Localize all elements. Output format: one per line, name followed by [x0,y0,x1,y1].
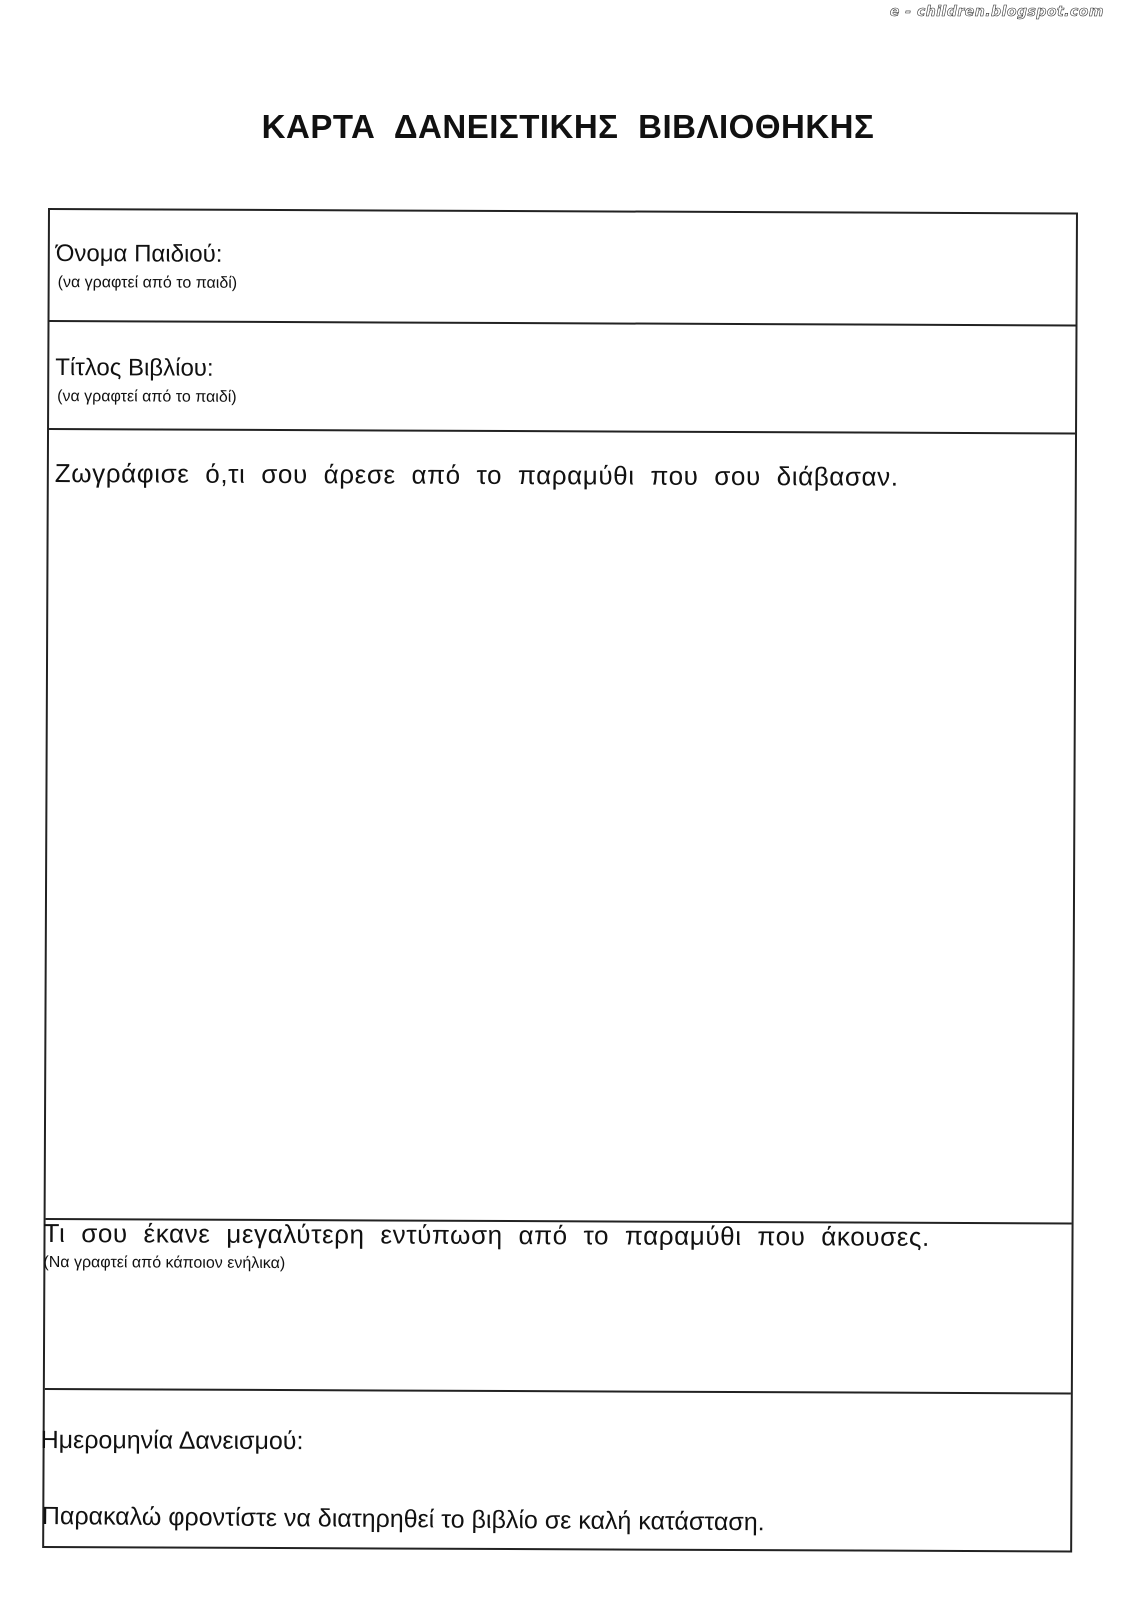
drawing-prompt: Ζωγράφισε ό,τι σου άρεσε από το παραμύθι που σου διάβασαν. [54,458,899,492]
child-name-label: Όνομα Παιδιού: [55,240,223,268]
book-title-hint: (να γραφτεί από το παιδί) [57,388,237,406]
page-title: ΚΑΡΤΑ ΔΑΝΕΙΣΤΙΚΗΣ ΒΙΒΛΙΟΘΗΚΗΣ [261,108,875,145]
impression-field[interactable] [43,1217,1072,1394]
child-name-field[interactable] [50,210,1076,326]
loan-date-label: Ημερομηνία Δανεισμού: [40,1425,304,1456]
watermark: e - children.blogspot.com [889,4,1104,20]
loan-date-field[interactable] [40,1390,1070,1504]
impression-prompt: Τι σου έκανε μεγαλύτερη εντύπωση από το παραμύθι που άκουσες. [43,1217,930,1252]
child-name-hint: (να γραφτεί από το παιδί) [57,274,238,292]
impression-hint: (Να γραφτεί από κάποιον ενήλικα) [43,1253,286,1273]
book-title-label: Τίτλος Βιβλίου: [55,354,214,382]
care-notice: Παρακαλώ φροντίστε να διατηρηθεί το βιβλίο σε καλή κατάσταση. [41,1502,765,1537]
book-title-field[interactable] [49,322,1075,434]
drawing-area[interactable] [46,430,1075,1224]
library-card-form [42,208,1078,1552]
